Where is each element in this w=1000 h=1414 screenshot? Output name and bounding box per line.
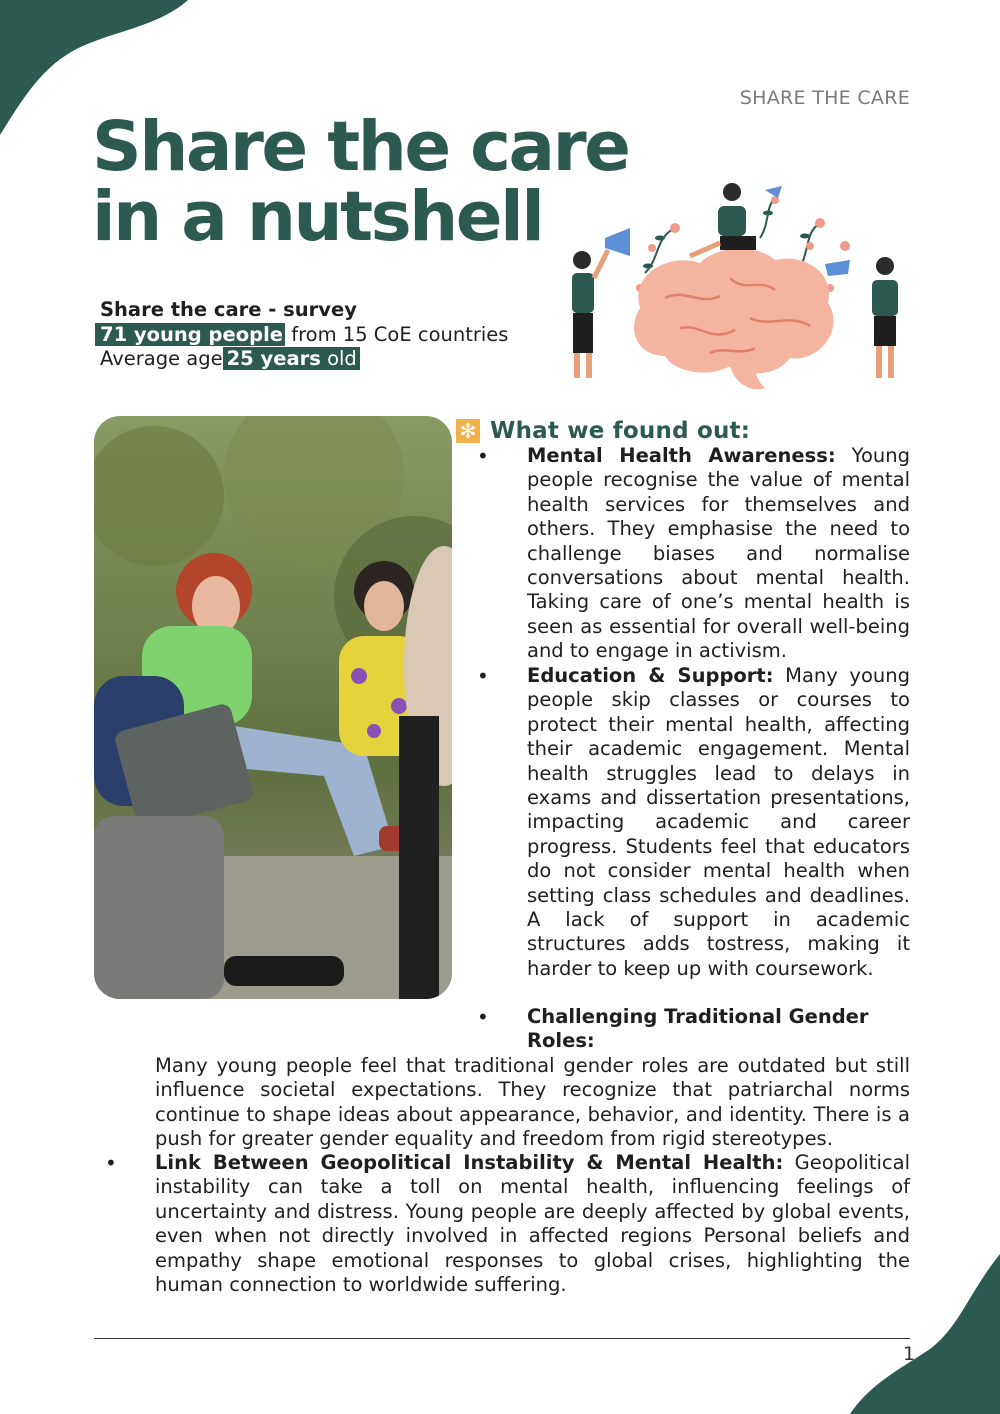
bullet-icon: • (477, 1005, 489, 1029)
age-suffix: old (327, 347, 357, 370)
finding-item (477, 444, 911, 664)
bullet-icon: • (477, 444, 489, 468)
footer-divider (94, 1338, 910, 1339)
finding-title: Education & Support: (527, 664, 774, 687)
participants-rest: from 15 CoE countries (291, 322, 509, 346)
running-head: SHARE THE CARE (739, 87, 910, 109)
age-value: 25 years (226, 347, 321, 370)
title-line-1: Share the care (92, 107, 629, 187)
brain-care-illustration (560, 178, 920, 398)
participants-highlight: 71 young people (95, 323, 285, 346)
survey-summary (95, 298, 508, 372)
group-discussion-photo (94, 416, 452, 999)
survey-title: Share the care - survey (100, 298, 357, 321)
finding-item (155, 1005, 910, 1151)
finding-text: Young people recognise the value of mental health services for themselves and others. They emphasise the need to challenge biases and normalise conversations about mental health. Taking care of one’s mental health is seen as essential for overall well-being and to engage in activism. (527, 444, 911, 663)
finding-title: Mental Health Awareness: (527, 444, 836, 467)
bullet-icon: • (477, 664, 489, 688)
finding-item (105, 1151, 910, 1297)
asterisk-icon: ✻ (456, 419, 480, 443)
page-number: 1 (903, 1343, 916, 1365)
age-prefix: Average age (100, 347, 223, 370)
bullet-icon: • (105, 1151, 117, 1175)
finding-item (477, 664, 910, 981)
page-title (92, 107, 629, 257)
title-line-2: in a nutshell (92, 177, 543, 257)
finding-text: Many young people feel that traditional gender roles are outdated but still influence societal expectations. They recognize that patriarchal norms continue to shape ideas about appearance, behavior, and identity. There is a push for greater gender equality and freedom from rigid stereotypes. (155, 1053, 910, 1151)
finding-title: Link Between Geopolitical Instability & Mental Health: (155, 1151, 784, 1174)
finding-text: Geopolitical instability can take a toll on mental health, influencing feelings of uncertainty and distress. Young people are deeply affected by global events, even when not directly involved in affected regions Personal beliefs and empathy shape emotional responses to global crises, highlighting the human connection to worldwide suffering. (155, 1151, 910, 1297)
finding-text: Many young people skip classes or courses to protect their mental health, affecting their academic engagement. Mental health struggles lead to delays in exams and dissertation presentations, impacting academic and career progress. Students feel that educators do not consider mental health when setting class schedules and deadlines. A lack of support in academic structures adds tostress, making it harder to keep up with coursework. (527, 664, 910, 980)
findings-title: What we found out: (490, 418, 751, 444)
finding-title: Challenging Traditional Gender Roles: (527, 1005, 869, 1053)
findings-heading (456, 418, 750, 444)
